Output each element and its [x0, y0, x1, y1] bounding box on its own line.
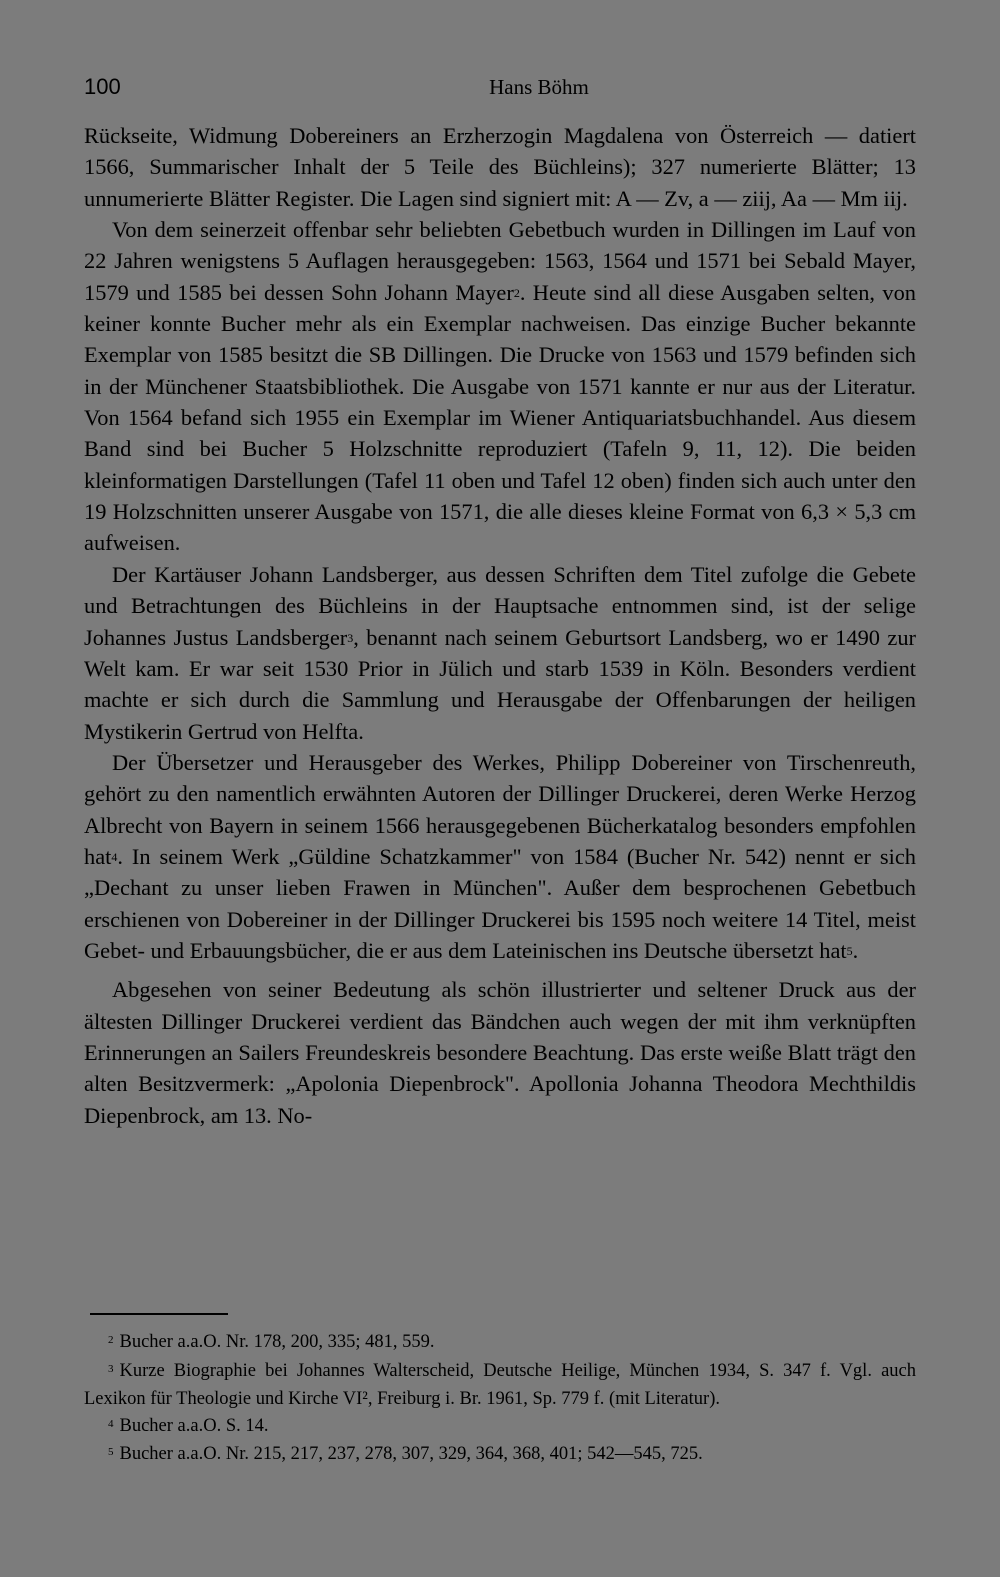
running-title: Hans Böhm	[489, 75, 589, 99]
paragraph-2-text-a: Von dem seinerzeit offenbar sehr beliebten Gebetbuch wurden in Dillingen im Lauf von 22 Jahren wenigstens 5 Auflagen herausgegeben: 1563, 1564 und 1571 bei Sebald Mayer, 1579 und 1585 bei dessen Sohn Johann Mayer	[84, 217, 916, 305]
paragraph-2	[84, 214, 916, 559]
footnotes	[84, 1329, 916, 1470]
paragraph-5: Abgesehen von seiner Bedeutung als schön illustrierter und seltener Druck aus der ältesten Dillinger Druckerei verdient das Bändchen auch wegen der mit ihm verknüpften Erinnerungen an Sailers Freundeskreis besondere Beachtung. Das erste weiße Blatt trägt den alten Besitzvermerk: „Apolonia Diepenbrock". Apollonia Johanna Theodora Mechthildis Diepenbrock, am 13. No-	[84, 977, 916, 1128]
page-header	[84, 74, 914, 106]
paragraph-4	[84, 747, 916, 966]
paragraph-3	[84, 559, 916, 747]
footnote-separator	[90, 1313, 228, 1315]
footnote-text: Bucher a.a.O. S. 14.	[119, 1415, 269, 1436]
paragraph-4-text-b: . In seinem Werk „Güldine Schatzkammer" von 1584 (Bucher Nr. 542) nennt er sich „Dechant zu unser lieben Frawen in München". Außer dem besprochenen Gebetbuch erschienen von Dobereiner in der Dillinger Druckerei bis 1595 noch weitere 14 Titel, meist Gebet- und Erbauungsbücher, die er aus dem Lateinischen ins Deutsche übersetzt hat	[84, 843, 916, 963]
footnote-ref-2: 2	[513, 285, 520, 300]
footnote-text: Bucher a.a.O. Nr. 178, 200, 335; 481, 559.	[119, 1332, 435, 1352]
footnote	[84, 1441, 916, 1470]
footnote-ref-3: 3	[347, 630, 354, 645]
paragraph-4-text-c: .	[852, 937, 859, 963]
page-number: 100	[84, 74, 121, 99]
paragraph-3-text-b: , benannt nach seinem Geburtsort Landsberg, wo er 1490 zur Welt kam. Er war seit 1530 Prior in Jülich und starb 1539 in Köln. Besonders verdient machte er sich durch die Sammlung und Herausgabe der Offenbarungen der heiligen Mystikerin Gertrud von Helfta.	[84, 624, 916, 744]
footnote-text: Bucher a.a.O. Nr. 215, 217, 237, 278, 307, 329, 364, 368, 401; 542—545, 725.	[119, 1444, 703, 1464]
footnote-mark: 2	[108, 1334, 114, 1346]
main-text	[84, 120, 916, 1131]
footnote-mark: 4	[108, 1417, 114, 1430]
paragraph-1: Rückseite, Widmung Dobereiners an Erzherzogin Magdalena von Österreich — datiert 1566, Summarischer Inhalt der 5 Teile des Büchleins); 327 numerierte Blätter; 13 unnumerierte Blätter Register. Die Lagen sind signiert mit: A — Zv, a — ziij, Aa — Mm iij.	[84, 123, 916, 211]
footnote-ref-5: 5	[846, 943, 853, 958]
footnote	[84, 1329, 916, 1358]
paragraph-2-text-b: . Heute sind all diese Ausgaben selten, von keiner konnte Bucher mehr als ein Exemplar nachweisen. Das einzige Bucher bekannte Exemplar von 1585 besitzt die SB Dillingen. Die Drucke von 1563 und 1579 befinden sich in der Münchener Staatsbibliothek. Die Ausgabe von 1571 kannte er nur aus der Literatur. Von 1564 befand sich 1955 ein Exemplar im Wiener Antiquariatsbuchhandel. Aus diesem Band sind bei Bucher 5 Holzschnitte reproduziert (Tafeln 9, 11, 12). Die beiden kleinformatigen Darstellungen (Tafel 11 oben und Tafel 12 oben) finden sich auch unter den 19 Holzschnitten unserer Ausgabe von 1571, die alle dieses kleine Format von 6,3 × 5,3 cm aufweisen.	[84, 279, 916, 556]
paragraph-3-text-a: Der Kartäuser Johann Landsberger, aus dessen Schriften dem Titel zufolge die Gebete und Betrachtungen des Büchleins in der Hauptsache entnommen sind, ist der selige Johannes Justus Landsberger	[84, 561, 916, 650]
footnote	[84, 1413, 916, 1442]
footnote-text: Kurze Biographie bei Johannes Walterscheid, Deutsche Heilige, München 1934, S. 347 f. Vgl. auch Lexikon für Theologie und Kirche VI², Freiburg i. Br. 1961, Sp. 779 f. (mit Literatur).	[84, 1360, 916, 1409]
footnote-mark: 3	[108, 1362, 114, 1375]
footnote-mark: 5	[108, 1446, 114, 1458]
paragraph-4-text-a: Der Übersetzer und Herausgeber des Werkes, Philipp Dobereiner von Tirschenreuth, gehört zu den namentlich erwähnten Autoren der Dillinger Druckerei, deren Werke Herzog Albrecht von Bayern in seinem 1566 herausgegebenen Bücherkatalog besonders empfohlen hat	[84, 749, 916, 869]
footnote	[84, 1358, 916, 1413]
footnote-ref-4: 4	[111, 849, 118, 864]
